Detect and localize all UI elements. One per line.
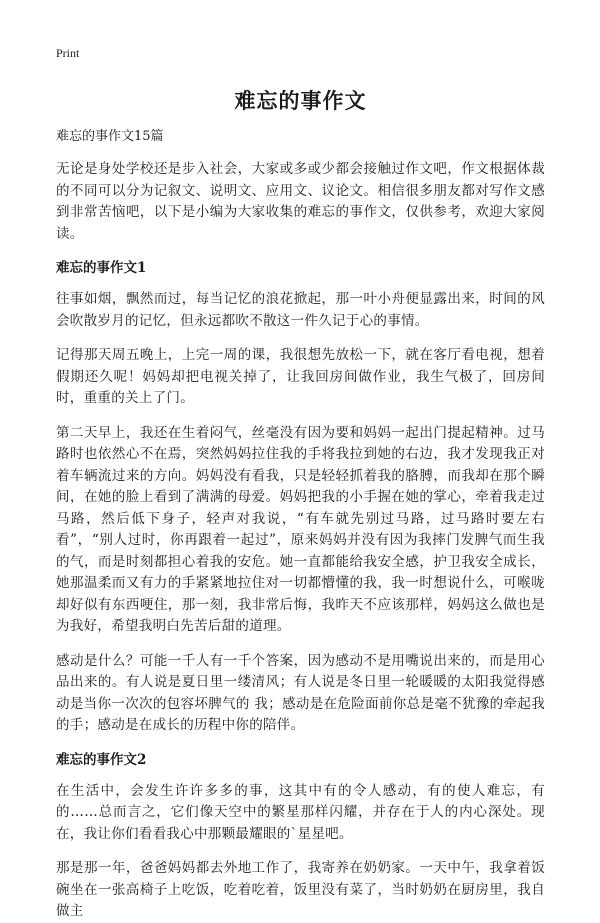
paragraph: 记得那天周五晚上，上完一周的课，我很想先放松一下，就在客厅看电视，想着假期还久呢！妈妈却把电视关掉了，让我回房间做作业，我生气极了，回房间时，重重的关上了门。 bbox=[56, 347, 545, 406]
paragraph: 往事如烟，飘然而过，每当记忆的浪花掀起，那一叶小舟便显露出来，时间的风会吹散岁月的记忆，但永远都吹不散这一件久记于心的事情。 bbox=[56, 291, 545, 329]
section-heading: 难忘的事作文2 bbox=[56, 751, 147, 768]
page-title: 难忘的事作文 bbox=[234, 88, 367, 113]
paragraph: 那是那一年，爸爸妈妈都去外地工作了，我寄养在奶奶家。一天中午，我拿着饭碗坐在一张高椅子上吃饭，吃着吃着，饭里没有菜了，当时奶奶在厨房里，我自做主 bbox=[56, 860, 545, 919]
essay-section-2 bbox=[56, 750, 545, 923]
essay-section-1 bbox=[56, 258, 545, 737]
print-link[interactable]: Print bbox=[56, 46, 80, 60]
intro-paragraph: 无论是身处学校还是步入社会，大家或多或少都会接触过作文吧，作文根据体裁的不同可以分为记叙文、说明文、应用文、议论文。相信很多朋友都对写作文感到非常苦恼吧，以下是小编为大家收集的难忘的事作文，仅供参考，欢迎大家阅读。 bbox=[56, 161, 545, 242]
document-subtitle: 难忘的事作文15篇 bbox=[56, 129, 164, 144]
paragraph: 第二天早上，我还在生着闷气，丝毫没有因为要和妈妈一起出门提起精神。过马路时也依然心不在焉，突然妈妈拉住我的手将我拉到她的右边，我才发现我正对着车辆流过来的方向。妈妈没有看我，只是轻轻抓着我的胳膊，而我却在那个瞬间，在她的脸上看到了满满的母爱。妈妈把我的小手握在她的掌心，牵着我走过马路，然后低下身子，轻声对我说，“有车就先别过马路，过马路时要左右看”，“别人过时，你再跟着一起过”，原来妈妈并没有因为我摔门发脾气而生我的气，而是时刻都担心着我的安危。她一直都能给我安全感，护卫我安全成长，她那温柔而又有力的手紧紧地拉住对一切都懵懂的我，我一时想说什么，可喉咙却好似有东西哽住，那一刻，我非常后悔，我昨天不应该那样，妈妈这么做也是为我好，希望我明白先苦后甜的道理。 bbox=[56, 424, 545, 634]
paragraph: 感动是什么？可能一千人有一千个答案，因为感动不是用嘴说出来的，而是用心品出来的。有人说是夏日里一缕清风；有人说是冬日里一轮暖暖的太阳我觉得感动是当你一次次的包容坏脾气的 我；感动是在危险面前你总是毫不犹豫的牵起我的手；感动是在成长的历程中你的陪伴。 bbox=[56, 652, 545, 733]
section-heading: 难忘的事作文1 bbox=[56, 260, 147, 276]
paragraph: 在生活中，会发生许许多多的事，这其中有的令人感动，有的使人难忘，有的……总而言之，它们像天空中的繁星那样闪耀，并存在于人的内心深处。现在，我让你们看看我心中那颗最耀眼的`星星吧。 bbox=[56, 782, 545, 842]
